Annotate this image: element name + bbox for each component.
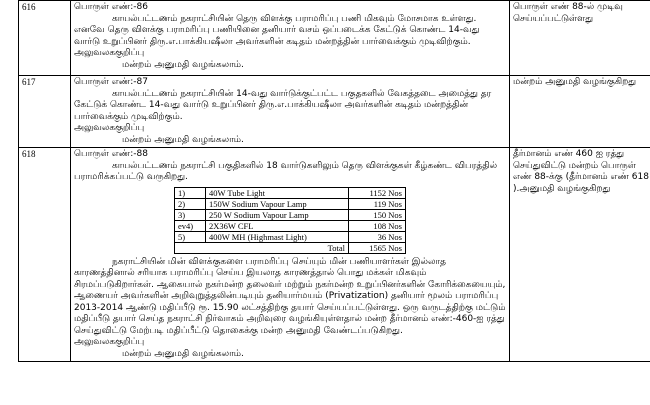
- table-row: [19, 1, 650, 76]
- lamp-table-wrap: [74, 187, 506, 254]
- approval-text: மன்றம் அனுமதி வழங்கலாம்.: [122, 134, 244, 145]
- lamp-item: 40W Tube Light: [206, 187, 349, 198]
- resolution-text: மன்றம் அனுமதி வழங்குகிறது: [510, 76, 650, 148]
- approval-text: மன்றம் அனுமதி வழங்கலாம்.: [122, 348, 244, 359]
- lamp-sl: 5): [175, 231, 206, 242]
- lamp-qty: 1152 Nos: [349, 187, 406, 198]
- lamp-row: [175, 231, 406, 242]
- lamp-row: [175, 198, 406, 209]
- total-label: Total: [175, 242, 349, 253]
- subject-line: பொருள் எண்:-86: [74, 2, 148, 12]
- lamp-sl: ev4): [175, 220, 206, 231]
- office-note-label: அலுவலககுறிப்பு: [74, 48, 145, 58]
- item-body: [71, 76, 510, 148]
- table-row: [19, 76, 650, 148]
- lamp-qty: 36 Nos: [349, 231, 406, 242]
- lamp-row: [175, 209, 406, 220]
- table-row: [19, 148, 650, 362]
- lamp-row: [175, 220, 406, 231]
- item-paragraph: நகராட்சியின் மின் விளக்குகளை பராமரிப்பு செய்யும் மின் பணியாளர்கள் இல்லாத காரணத்தினால் சரியாக பராமரிப்பு செய்ய இயலாத காரணத்தால் பொது மக்கள் மிகவும் சிரமப்படுகிறார்கள். ஆகையால் நகர்மன்ற தலைவர் மற்றும் நகர்மன்ற உறுப்பினர்களின் கோரிக்கையையும், ஆணையர் அவர்களின் அறிவுறுத்தலின்படியும் தனியார்மயம் (Privatization) தனியார் மூலம் பராமரிப்பு 2013-2014 ஆண்டு மதிப்பீடு ரூ. 15.90 லட்சத்திற்கு தயார் செய்யப்பட்டுள்ளது. ஒரு வருடத்திற்கு மட்டும் மதிப்பீடு தயார் செய்த நகராட்சி நிர்வாகம் அறிவுரை வழங்கியுள்ளதால் மன்ற தீர்மானம் எண்:-460-ஐ ரத்து செய்துவிட்டு மேற்படி மதிப்பீட்டு தொகைக்கு மன்ற அனுமதி வேண்டப்படுகிறது.: [74, 256, 506, 336]
- item-paragraph: காயல்பட்டணம் நகராட்சி பகுதிகளில் 18 வார்டுகளிலும் தெரு விளக்குகள் கீழ்கண்ட விபரத்தில் பராமரிக்கப்பட்டு வருகிறது.: [74, 160, 498, 182]
- item-body: [71, 148, 510, 362]
- lamp-item: 400W MH (Highmast Light): [206, 231, 349, 242]
- subject-line: பொருள் எண்:-88: [74, 149, 148, 159]
- resolution-sheet: [18, 0, 648, 405]
- lamp-qty: 119 Nos: [349, 198, 406, 209]
- item-paragraph: காயல்பட்டணம் நகராட்சியின் தெரு விளக்கு பராமரிப்பு பணி மிகவும் மோசமாக உள்ளது. எனவே தெரு விளக்கு பராமரிப்பு பணியினை தனியார் வசம் ஒப்படைக்க கேட்டுக் கொண்ட 14-வது வார்டு உறுப்பினர் திரு.எ.பாக்கியஷீலா அவர்களின் கடிதம் மன்றத்தின் பார்வைக்கும் முடிவிற்கும்.: [74, 13, 480, 47]
- lamp-qty: 150 Nos: [349, 209, 406, 220]
- lamp-table: [174, 187, 406, 254]
- lamp-item: 2X36W CFL: [206, 220, 349, 231]
- resolution-text: தீர்மானம் எண் 460 ஐ ரத்து செய்துவிட்டு மன்றம் பொருள் எண் 88-க்கு (தீர்மானம் எண் 618 ).அனுமதி வழங்குகிறது: [510, 148, 650, 362]
- lamp-sl: 3): [175, 209, 206, 220]
- lamp-row: [175, 187, 406, 198]
- item-number: 616: [19, 1, 71, 76]
- lamp-total-row: [175, 242, 406, 253]
- item-body: [71, 1, 510, 76]
- total-value: 1565 Nos: [349, 242, 406, 253]
- item-number: 617: [19, 76, 71, 148]
- lamp-item: 150W Sodium Vapour Lamp: [206, 198, 349, 209]
- approval-text: மன்றம் அனுமதி வழங்கலாம்.: [122, 59, 244, 70]
- resolution-table: [18, 0, 650, 362]
- resolution-text: பொருள் எண் 88-ல் முடிவு செய்யப்பட்டுள்ளது: [510, 1, 650, 76]
- lamp-item: 250 W Sodium Vapour Lamp: [206, 209, 349, 220]
- item-paragraph: காயல்பட்டணம் நகராட்சியின் 14-வது வார்டுக்குட்பட்ட பகுதகளில் வேகத்தடை அமைத்து தர கேட்டுக் கொண்ட 14-வது வார்டு உறுப்பினர் திரு.எ.பாக்கியஷீலா அவர்களின் கடிதம் மன்றத்தின் பார்வைக்கும் முடிவிற்கும்.: [74, 88, 492, 122]
- item-number: 618: [19, 148, 71, 362]
- office-note-label: அலுவலககுறிப்பு: [74, 123, 145, 133]
- lamp-sl: 2): [175, 198, 206, 209]
- subject-line: பொருள் எண்:-87: [74, 77, 148, 87]
- lamp-sl: 1): [175, 187, 206, 198]
- office-note-label: அலுவலககுறிப்பு: [74, 337, 145, 347]
- lamp-qty: 108 Nos: [349, 220, 406, 231]
